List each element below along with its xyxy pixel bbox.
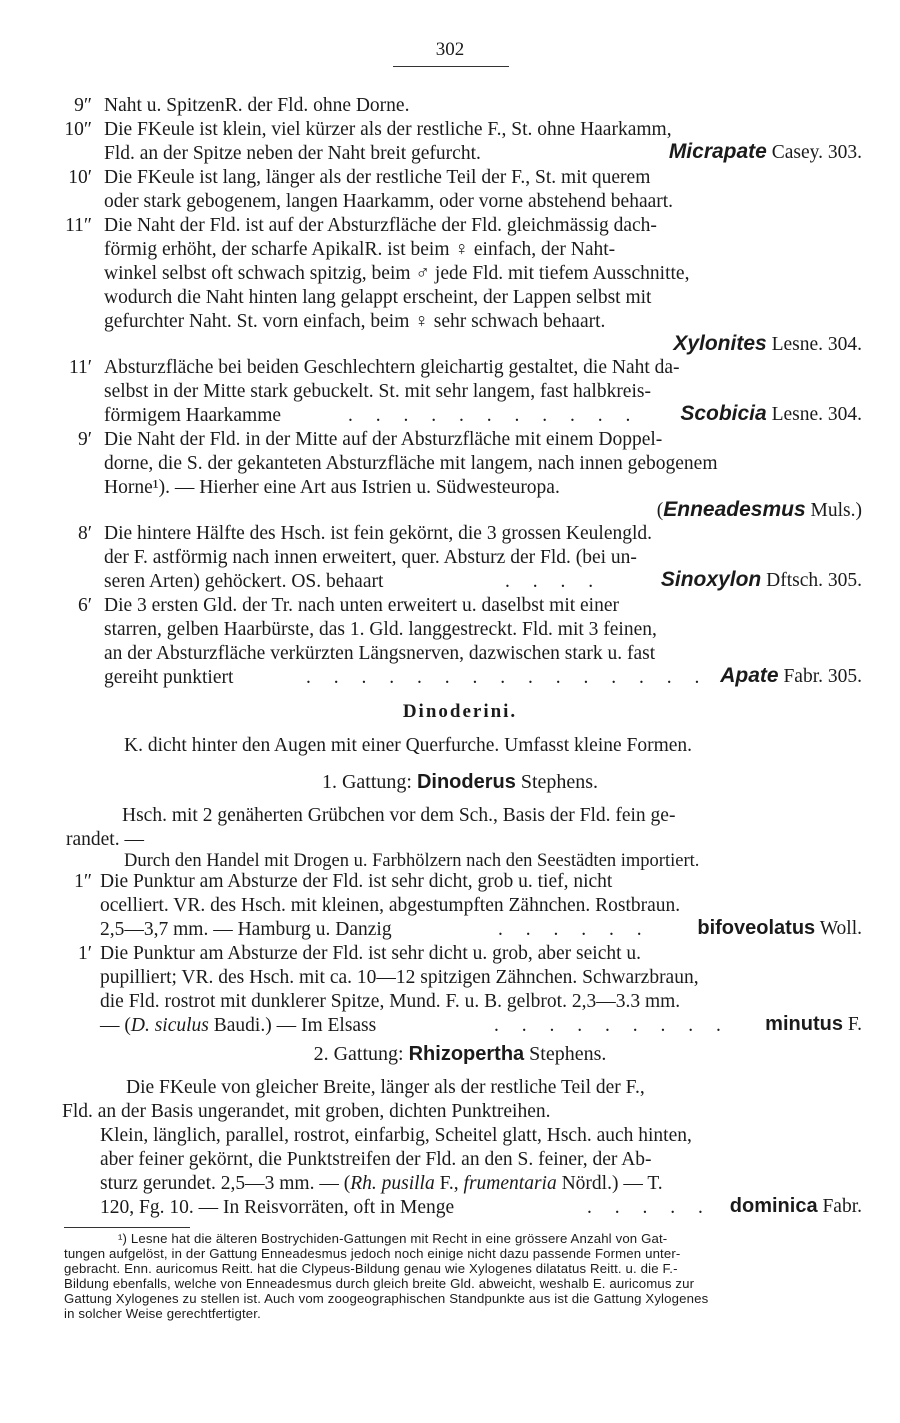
couplet-number: 10′ [68,167,92,188]
genus-heading-name: Dinoderus [416,771,516,793]
leader-dots: . . . . . . . . . [494,1015,730,1036]
tribe-description: K. dicht hinter den Augen mit einer Querfurche. Umfasst kleine Formen. [124,735,693,756]
genus-author: Casey. 303. [771,142,862,163]
synonym-name: frumentaria [463,1173,557,1194]
couplet-text: Die Naht der Fld. in der Mitte auf der Absturzfläche mit einem Doppel- [104,429,663,450]
couplet-text: gefurchter Naht. St. vorn einfach, beim ♀ sehr schwach behaart. [104,311,606,332]
text-run: F., [439,1173,459,1194]
genus-entry [680,402,862,427]
couplet-text: selbst in der Mitte stark gebuckelt. St. mit sehr langem, fast halbkreis- [104,381,651,402]
footnote-line: gebracht. Enn. auricomus Reitt. hat die Clypeus-Bildung genau wie Xylogenes dilatatus Reitt. u. die F.- [64,1261,678,1276]
genus-name: Apate [720,664,779,687]
species-name: dominica [729,1195,818,1217]
couplet-number: 6′ [77,595,92,616]
footnote-line: ¹) Lesne hat die älteren Bostrychiden-Gattungen mit Recht in eine grössere Anzahl von Gat- [118,1231,668,1246]
genus-author: Dftsch. 305. [766,570,862,591]
couplet-number: 11′ [68,357,92,378]
couplet-text: Die FKeule ist lang, länger als der restliche Teil der F., St. mit querem [104,167,651,188]
couplet-text: die Fld. rostrot mit dunklerer Spitze, Mund. F. u. B. gelbrot. 2,3—3.3 mm. [100,991,681,1012]
genus-entry [669,140,862,165]
species-name: bifoveolatus [697,917,816,939]
genus-heading-prefix: 2. Gattung: [313,1043,404,1065]
genus-heading-author: Stephens. [529,1043,607,1065]
couplet-number: 8′ [77,523,92,544]
genus-description: Hsch. mit 2 genäherten Grübchen vor dem Sch., Basis der Fld. fein ge- [122,805,676,826]
couplet-text: Die FKeule ist klein, viel kürzer als der restliche F., St. ohne Haarkamm, [104,119,672,140]
couplet-text: förmigem Haarkamme [104,405,282,426]
footnote-line: in solcher Weise gerechtfertigter. [64,1306,261,1321]
genus-heading [10,770,900,794]
species-entry [765,1012,862,1037]
couplet-number: 11″ [65,215,92,236]
genus-heading-name: Rhizopertha [408,1043,525,1065]
species-description: aber feiner gekörnt, die Punktstreifen der Fld. an den S. feiner, der Ab- [100,1149,652,1170]
couplet-text: Horne¹). — Hierher eine Art aus Istrien u. Südwesteuropa. [104,477,560,498]
genus-heading-author: Stephens. [520,771,599,793]
species-description [100,1172,663,1196]
genus-name: Xylonites [673,332,767,355]
genus-entry [720,664,862,689]
genus-description: Die FKeule von gleicher Breite, länger als der restliche Teil der F., [126,1077,645,1098]
genus-heading [10,1042,900,1066]
couplet-text: der F. astförmig nach innen erweitert, quer. Absturz der Fld. (bei un- [104,547,637,568]
leader-dots: . . . . . [587,1197,712,1218]
genus-author: Lesne. 304. [771,334,862,355]
genus-name: Scobicia [680,402,767,425]
genus-author: Lesne. 304. [771,404,862,425]
couplet-number: 9′ [77,429,92,450]
couplet-text: an der Absturzfläche verkürzten Längsnerven, dazwischen stark u. fast [104,643,656,664]
couplet-text: Absturzfläche bei beiden Geschlechtern gleichartig gestaltet, die Naht da- [104,357,680,378]
footnote-rule [64,1227,190,1228]
footnote-line: Gattung Xylogenes zu stellen ist. Auch vom zoogeographischen Standpunkte aus ist die Gattung Xylogenes [64,1291,709,1306]
species-author: F. [847,1014,862,1035]
couplet-text: starren, gelben Haarbürste, das 1. Gld. langgestreckt. Fld. mit 3 feinen, [104,619,657,640]
genus-name: Sinoxylon [660,568,762,591]
genus-heading-prefix: 1. Gattung: [321,771,412,793]
couplet-text: ocelliert. VR. des Hsch. mit kleinen, abgestumpften Zähnchen. Rostbraun. [100,895,681,916]
couplet-text: förmig erhöht, der scharfe ApikalR. ist beim ♀ einfach, der Naht- [104,239,616,260]
species-author: Fabr. [822,1196,862,1217]
couplet-text: Fld. an der Spitze neben der Naht breit gefurcht. [104,143,481,164]
couplet-text: wodurch die Naht hinten lang gelappt erscheint, der Lappen selbst mit [104,287,652,308]
species-description: Klein, länglich, parallel, rostrot, einfarbig, Scheitel glatt, Hsch. auch hinten, [100,1125,692,1146]
genus-description: Fld. an der Basis ungerandet, mit groben, dichten Punktreihen. [62,1101,551,1122]
species-author: Woll. [819,918,862,939]
couplet-text [100,1014,376,1038]
couplet-text: Die Naht der Fld. ist auf der Absturzfläche der Fld. gleichmässig dach- [104,215,657,236]
couplet-text: gereiht punktiert [104,667,234,688]
genus-description: randet. — [66,829,144,850]
open-paren: ( [656,500,664,521]
header-rule [393,66,509,67]
couplet-text: pupilliert; VR. des Hsch. mit ca. 10—12 spitzigen Zähnchen. Schwarzbraun, [100,967,699,988]
couplet-text: Die 3 ersten Gld. der Tr. nach unten erweitert u. daselbst mit einer [104,595,619,616]
couplet-number: 10″ [64,119,92,140]
text-run: Nördl.) — T. [561,1173,663,1194]
genus-name: Enneadesmus [663,498,806,521]
couplet-text: oder stark gebogenem, langen Haarkamm, oder vorne abstehend behaart. [104,191,674,212]
species-entry [730,1194,862,1219]
couplet-text: Die Punktur am Absturze der Fld. ist sehr dicht u. grob, aber seicht u. [100,943,642,964]
leader-dots: . . . . [505,571,603,592]
genus-entry [661,568,862,593]
text-run: Baudi.) — Im Elsass [213,1015,377,1036]
couplet-number: 1″ [74,871,92,892]
couplet-text: Die hintere Hälfte des Hsch. ist fein gekörnt, die 3 grossen Keulengld. [104,523,653,544]
species-entry [697,916,862,941]
couplet-number: 9″ [74,95,92,116]
text-run: — ( [100,1015,131,1036]
synonym-name: Rh. pusilla [350,1173,435,1194]
synonym-name: D. siculus [130,1015,209,1036]
genus-entry [673,332,862,357]
leader-dots: . . . . . . . . . . . . . . . [306,667,709,688]
species-description: 120, Fg. 10. — In Reisvorräten, oft in Menge [100,1197,455,1218]
couplet-text: dorne, die S. der gekanteten Absturzfläche mit langem, nach innen gebogenem [104,453,718,474]
genus-entry [657,498,862,523]
footnote-line: tungen aufgelöst, in der Gattung Enneadesmus jedoch noch einige nicht dazu passende Formen unter- [64,1246,681,1261]
couplet-text: Die Punktur am Absturze der Fld. ist sehr dicht, grob u. tief, nicht [100,871,613,892]
genus-author: Muls.) [810,500,862,521]
leader-dots: . . . . . . [498,919,651,940]
tribe-title: Dinoderini. [402,701,518,722]
page-number: 302 [435,39,465,60]
couplet-text: winkel selbst oft schwach spitzig, beim ♂ jede Fld. mit tiefem Ausschnitte, [104,263,690,284]
genus-name: Micrapate [668,140,767,163]
text-run: sturz gerundet. 2,5—3 mm. — ( [100,1173,351,1194]
leader-dots: . . . . . . . . . . . [348,405,640,426]
genus-description: Durch den Handel mit Drogen u. Farbhölzern nach den Seestädten importiert. [124,851,700,871]
couplet-number: 1′ [77,943,92,964]
footnote-line: Bildung ebenfalls, welche von Enneadesmus durch gleich breite Gld. abweicht, weshalb E. auricomus zur [64,1276,695,1291]
couplet-text: 2,5—3,7 mm. — Hamburg u. Danzig [100,919,392,940]
couplet-text: seren Arten) gehöckert. OS. behaart [104,571,384,592]
genus-author: Fabr. 305. [783,666,862,687]
species-name: minutus [765,1013,843,1035]
couplet-text: Naht u. SpitzenR. der Fld. ohne Dorne. [104,95,410,116]
